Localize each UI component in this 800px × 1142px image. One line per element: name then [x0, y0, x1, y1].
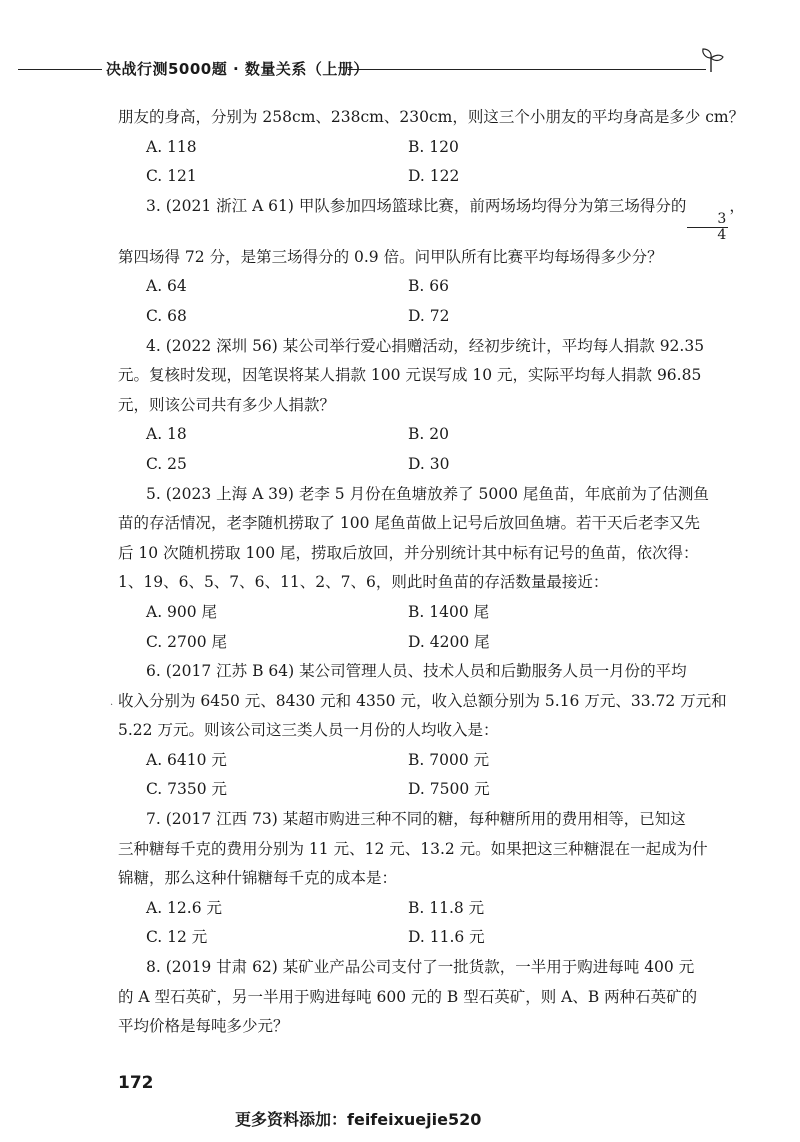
- header-rule-left: [18, 69, 102, 70]
- text-line: 第四场得 72 分，是第三场得分的 0.9 倍。问甲队所有比赛平均每场得多少分？: [118, 247, 663, 266]
- option-left: C. 121: [146, 167, 197, 186]
- option-right: B. 7000 元: [408, 750, 490, 769]
- option-left: A. 12.6 元: [146, 898, 222, 917]
- option-row: [118, 923, 708, 953]
- text-line: 元。复核时发现，因笔误将某人捐款 100 元误写成 10 元，实际平均每人捐款 96.85: [118, 366, 702, 385]
- option-row: [118, 133, 708, 163]
- question-start-line: 5. (2023 上海 A 39) 老李 5 月份在鱼塘放养了 5000 尾鱼苗，年底前为了估测鱼: [146, 484, 709, 503]
- option-row: [118, 162, 708, 192]
- option-right: D. 7500 元: [408, 780, 490, 799]
- text-line: 5.22 万元。则该公司这三类人员一月份的人均收入是：: [118, 721, 499, 740]
- option-left: C. 25: [146, 454, 187, 473]
- option-right: B. 120: [408, 137, 459, 156]
- option-right: B. 1400 尾: [408, 602, 490, 621]
- text-line: 元，则该公司共有多少人捐款？: [118, 395, 336, 414]
- option-left: A. 900 尾: [146, 602, 218, 621]
- question-text-tail: ，: [729, 196, 745, 215]
- option-left: A. 6410 元: [146, 750, 227, 769]
- text-line: 1、19、6、5、7、6、11、2、7、6，则此时鱼苗的存活数量最接近：: [118, 573, 609, 592]
- option-row: [118, 450, 708, 480]
- page-header: [18, 52, 718, 86]
- option-right: B. 20: [408, 425, 449, 444]
- option-left: A. 64: [146, 277, 187, 296]
- question-line: [118, 192, 745, 243]
- option-left: C. 12 元: [146, 928, 208, 947]
- question-start-line: 6. (2017 江苏 B 64) 某公司管理人员、技术人员和后勤服务人员一月份的平均: [146, 662, 687, 681]
- option-right: B. 11.8 元: [408, 898, 485, 917]
- option-right: D. 122: [408, 167, 460, 186]
- question-text: 3. (2021 浙江 A 61) 甲队参加四场篮球比赛，前两场场均得分为第三场得分的: [146, 196, 687, 215]
- option-left: C. 2700 尾: [146, 632, 228, 651]
- option-right: D. 72: [408, 306, 450, 325]
- option-right: B. 66: [408, 277, 449, 296]
- option-row: [118, 894, 708, 924]
- option-left: C. 68: [146, 306, 187, 325]
- option-row: [118, 420, 708, 450]
- text-line: 平均价格是每吨多少元？: [118, 1017, 289, 1036]
- text-line: 锦糖，那么这种什锦糖每千克的成本是：: [118, 869, 398, 888]
- text-line: 苗的存活情况，老李随机捞取了 100 尾鱼苗做上记号后放回鱼塘。若干天后老李又先: [118, 514, 700, 533]
- option-left: A. 118: [146, 137, 197, 156]
- option-row: [118, 272, 708, 302]
- question-start-line: 8. (2019 甘肃 62) 某矿业产品公司支付了一批货款，一半用于购进每吨 400 元: [146, 958, 695, 977]
- text-line: 朋友的身高，分别为 258cm、238cm、230cm，则这三个小朋友的平均身高是多少 cm？: [118, 108, 745, 126]
- option-row: [118, 302, 708, 332]
- footer-note: 更多资料添加：feifeixuejie520: [235, 1110, 482, 1129]
- fraction: [687, 212, 728, 243]
- question-start-line: 7. (2017 江西 73) 某超市购进三种不同的糖，每种糖所用的费用相等，已知这: [146, 810, 686, 829]
- sprout-icon: [694, 42, 728, 76]
- header-rule-right: [348, 69, 706, 70]
- fraction-numerator: 3: [687, 212, 728, 228]
- text-line: 的 A 型石英矿，另一半用于购进每吨 600 元的 B 型石英矿，则 A、B 两种石英矿的: [118, 987, 698, 1006]
- option-left: C. 7350 元: [146, 780, 228, 799]
- text-line: 收入分别为 6450 元、8430 元和 4350 元，收入总额分别为 5.16 万元、33.72 万元和: [118, 691, 727, 710]
- option-right: D. 4200 尾: [408, 632, 490, 651]
- scan-mark: ·: [110, 700, 114, 711]
- question-body: [118, 103, 745, 1042]
- option-row: [118, 628, 708, 658]
- page-number: 172: [118, 1073, 154, 1093]
- option-row: [118, 775, 708, 805]
- option-row: [118, 746, 708, 776]
- fraction-denominator: 4: [717, 226, 727, 243]
- book-title: 决战行测5000题 · 数量关系（上册）: [106, 60, 369, 78]
- option-left: A. 18: [146, 425, 187, 444]
- option-right: D. 30: [408, 454, 450, 473]
- question-start-line: 4. (2022 深圳 56) 某公司举行爱心捐赠活动，经初步统计，平均每人捐款 92.35: [146, 336, 705, 355]
- text-line: 三种糖每千克的费用分别为 11 元、12 元、13.2 元。如果把这三种糖混在一起成为什: [118, 839, 708, 858]
- option-right: D. 11.6 元: [408, 928, 485, 947]
- text-line: 后 10 次随机捞取 100 尾，捞取后放回，并分别统计其中标有记号的鱼苗，依次得：: [118, 543, 699, 562]
- option-row: [118, 598, 708, 628]
